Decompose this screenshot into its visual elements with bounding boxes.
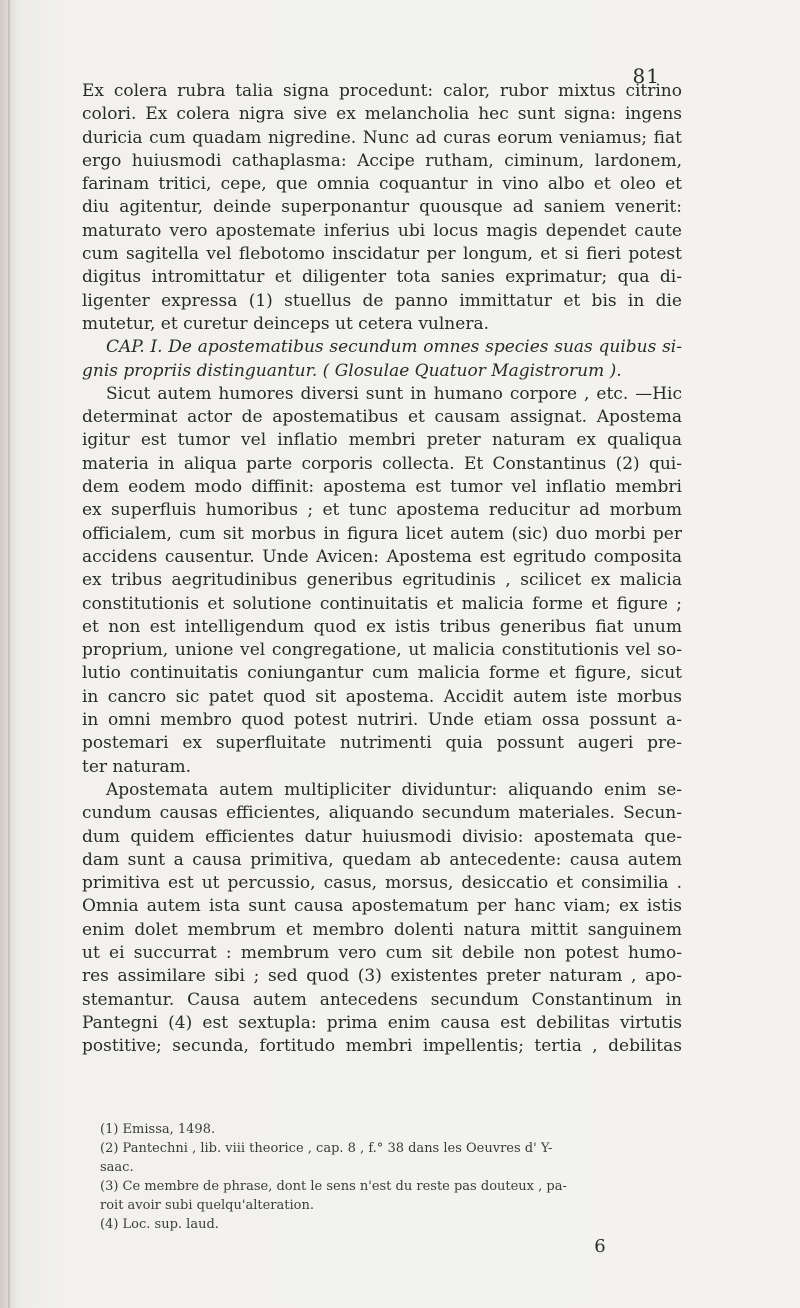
text-line: ergo huiusmodi cathaplasma: Accipe rutham, ciminum, lardonem, <box>82 150 682 171</box>
text-line: igitur est tumor vel inflatio membri preter naturam ex qualiqua <box>82 430 682 451</box>
text-line: ex superfluis humoribus ; et tunc apostema reducitur ad morbum <box>82 500 682 521</box>
chapter-heading: CAP. I. De apostematibus secundum omnes species suas quibus si- <box>106 337 682 358</box>
text-line: dum quidem efficientes datur huiusmodi divisio: apostemata que- <box>82 826 682 847</box>
text-line: dem eodem modo diffinit: apostema est tumor vel inflatio membri <box>82 477 682 498</box>
text-line: in omni membro quod potest nutriri. Unde etiam ossa possunt a- <box>82 710 682 731</box>
text-line: cundum causas efficientes, aliquando secundum materiales. Secun- <box>82 803 682 824</box>
footnote: (4) Loc. sup. laud. <box>100 1217 219 1232</box>
text-line: primitiva est ut percussio, casus, morsus, desiccatio et consimilia . <box>82 873 682 894</box>
chapter-heading: gnis propriis distinguantur. ( Glosulae Quatuor Magistrorum ). <box>82 360 622 381</box>
text-line: Apostemata autem multipliciter dividuntur: aliquando enim se- <box>106 779 682 800</box>
text-line: digitus intromittatur et diligenter tota sanies exprimatur; qua di- <box>82 267 682 288</box>
text-line: determinat actor de apostematibus et causam assignat. Apostema <box>82 407 682 428</box>
text-line: dam sunt a causa primitiva, quedam ab antecedente: causa autem <box>82 849 682 870</box>
footnote: (3) Ce membre de phrase, dont le sens n'est du reste pas douteux , pa- <box>100 1179 567 1194</box>
main-text <box>82 80 682 1058</box>
text-line: lutio continuitatis coniungantur cum malicia forme et figure, sicut <box>82 663 682 684</box>
text-line: duricia cum quadam nigredine. Nunc ad curas eorum veniamus; fiat <box>82 127 682 148</box>
text-line: stemantur. Causa autem antecedens secundum Constantinum in <box>82 989 682 1010</box>
footnote: saac. <box>100 1160 134 1175</box>
text-line: res assimilare sibi ; sed quod (3) existentes preter naturam , apo- <box>82 966 682 987</box>
text-line: materia in aliqua parte corporis collecta. Et Constantinus (2) qui- <box>82 453 682 474</box>
text-line: in cancro sic patet quod sit apostema. Accidit autem iste morbus <box>82 686 682 707</box>
text-line: colori. Ex colera nigra sive ex melancholia hec sunt signa: ingens <box>82 104 682 125</box>
text-line: postitive; secunda, fortitudo membri impellentis; tertia , debilitas <box>82 1036 682 1057</box>
text-line: ut ei succurrat : membrum vero cum sit debile non potest humo- <box>82 942 682 963</box>
text-line: postemari ex superfluitate nutrimenti quia possunt augeri pre- <box>82 733 682 754</box>
text-line: Ex colera rubra talia signa procedunt: calor, rubor mixtus citrino <box>82 81 682 101</box>
text-line: maturato vero apostemate inferius ubi locus magis dependet caute <box>82 220 682 241</box>
text-line: accidens causentur. Unde Avicen: Apostema est egritudo composita <box>82 546 682 567</box>
text-line: farinam tritici, cepe, que omnia coquantur in vino albo et oleo et <box>82 174 682 195</box>
text-line: enim dolet membrum et membro dolenti natura mittit sanguinem <box>82 919 682 940</box>
text-line: ter naturam. <box>82 756 192 777</box>
text-line: proprium, unione vel congregatione, ut malicia constitutionis vel so- <box>82 640 682 661</box>
text-line: Omnia autem ista sunt causa apostematum per hanc viam; ex istis <box>82 896 682 917</box>
text-line: diu agitentur, deinde superponantur quousque ad saniem venerit: <box>82 197 682 218</box>
text-line: ligenter expressa (1) stuellus de panno immittatur et bis in die <box>82 290 682 311</box>
footnote: (2) Pantechni , lib. viii theorice , cap. 8 , f.° 38 dans les Oeuvres d' Y- <box>100 1141 553 1156</box>
text-line: mutetur, et curetur deinceps ut cetera vulnera. <box>82 313 489 334</box>
footnotes <box>100 1120 720 1234</box>
text-line: cum sagitella vel flebotomo inscidatur per longum, et si fieri potest <box>82 244 682 265</box>
text-line: Sicut autem humores diversi sunt in humano corpore , etc. —Hic <box>106 383 682 404</box>
footnote: (1) Emissa, 1498. <box>100 1122 216 1137</box>
text-line: et non est intelligendum quod ex istis tribus generibus fiat unum <box>82 616 682 637</box>
signature-mark: 6 <box>594 1236 606 1257</box>
text-line: constitutionis et solutione continuitatis et malicia forme et figure ; <box>82 593 682 614</box>
page-gutter-edge <box>8 0 10 1308</box>
footnote: roit avoir subi quelqu'alteration. <box>100 1198 314 1213</box>
text-line: ex tribus aegritudinibus generibus egritudinis , scilicet ex malicia <box>82 570 682 591</box>
page-number: 81 <box>632 64 660 88</box>
text-line: Pantegni (4) est sextupla: prima enim causa est debilitas virtutis <box>82 1012 682 1033</box>
text-line: officialem, cum sit morbus in figura licet autem (sic) duo morbi per <box>82 523 682 544</box>
